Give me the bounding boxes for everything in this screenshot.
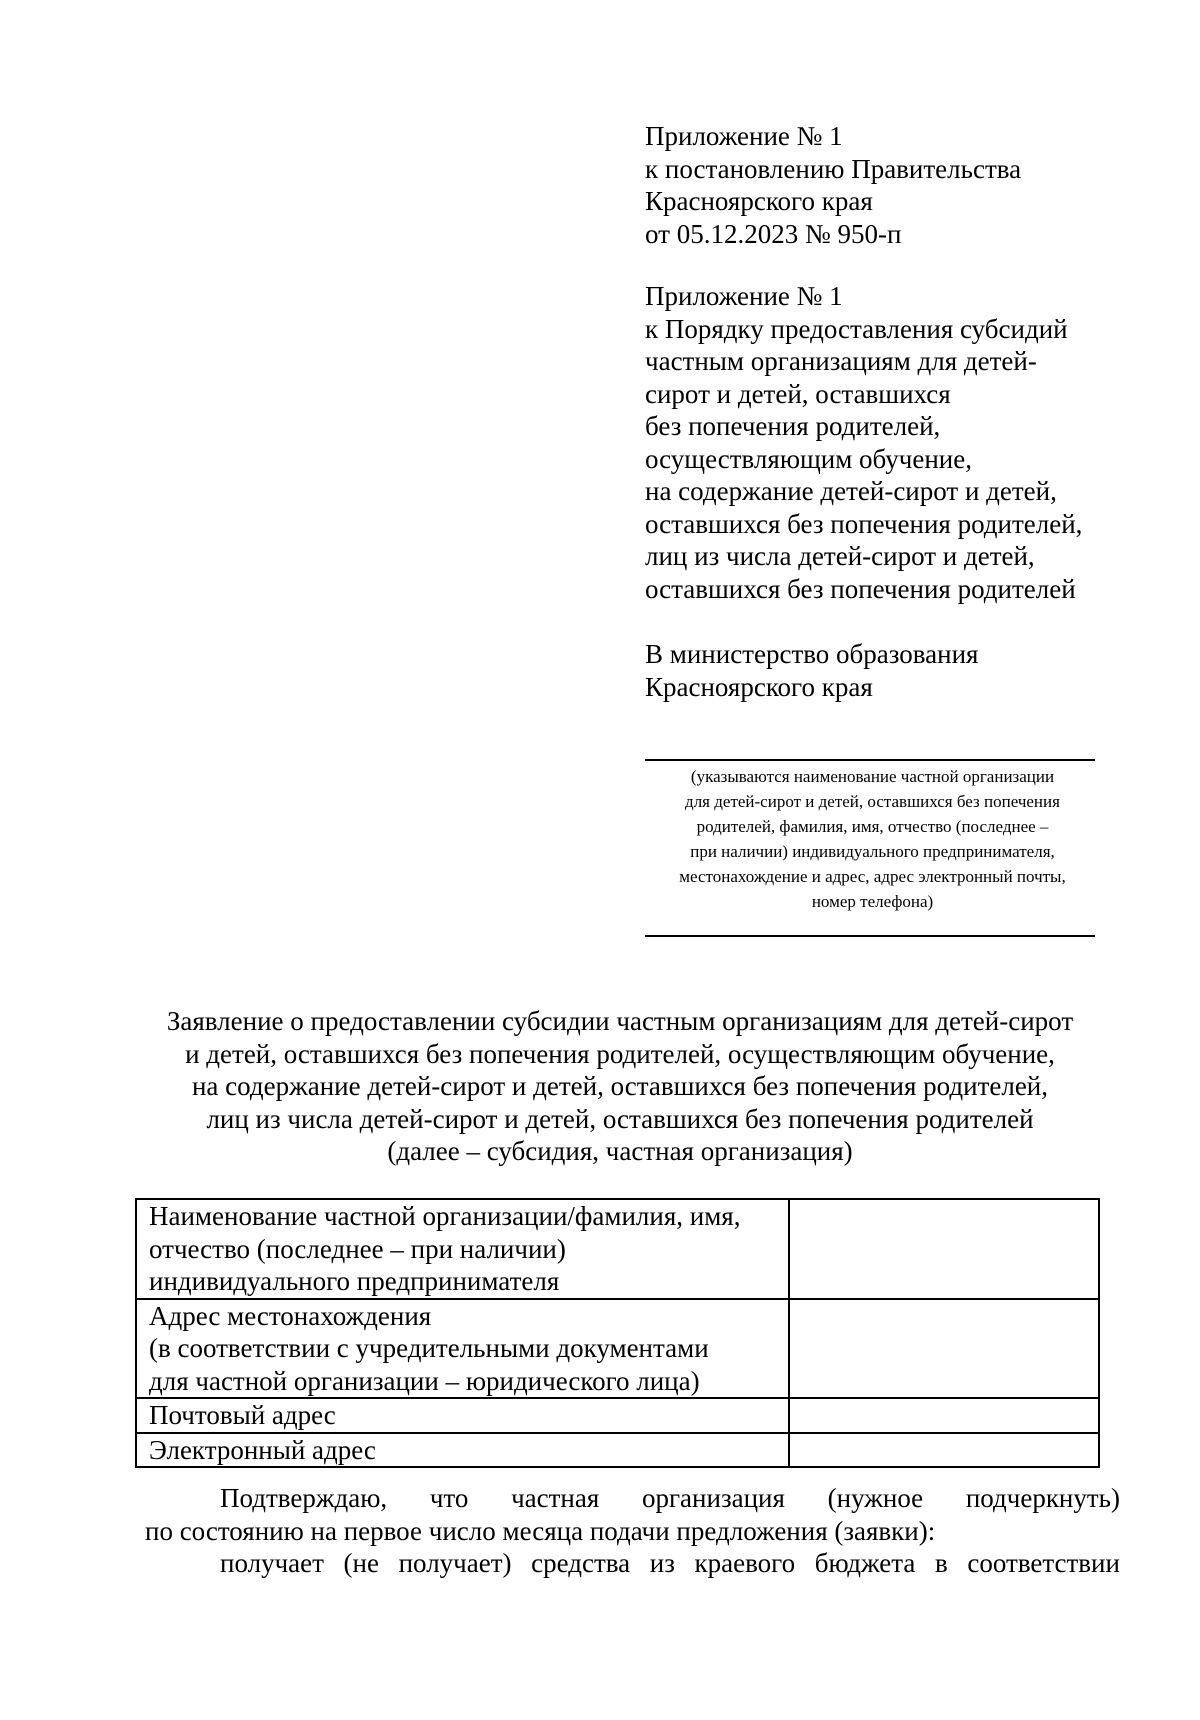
row-label-line: отчество (последнее – при наличии) bbox=[149, 1233, 566, 1264]
recipient-block bbox=[645, 638, 1145, 703]
word: получает bbox=[220, 1548, 324, 1578]
appendix-procedure-line: оставшихся без попечения родителей bbox=[645, 573, 1076, 604]
applicant-hint-line: родителей, фамилия, имя, отчество (последнее – bbox=[696, 817, 1049, 836]
appendix-order-line: Красноярского края bbox=[645, 186, 873, 216]
appendix-procedure-line: на содержание детей-сирот и детей, bbox=[645, 476, 1057, 506]
row-label-postal-address bbox=[136, 1398, 789, 1433]
word: из bbox=[649, 1548, 675, 1578]
title-line: Заявление о предоставлении субсидии частным организациям для детей-сирот bbox=[166, 1006, 1074, 1036]
applicant-hint bbox=[635, 764, 1110, 914]
appendix-procedure-line: частным организациям для детей- bbox=[645, 346, 1037, 376]
title-line: лиц из числа детей-сирот и детей, оставшихся без попечения родителей bbox=[206, 1103, 1034, 1134]
value-cell-address[interactable] bbox=[789, 1299, 1099, 1399]
confirmation-line-3 bbox=[145, 1547, 1120, 1580]
applicant-hint-line: номер телефона) bbox=[811, 892, 934, 911]
applicant-fill-line-2[interactable] bbox=[645, 935, 1095, 937]
title-line: и детей, оставшихся без попечения родителей, осуществляющим обучение, bbox=[185, 1038, 1055, 1069]
applicant-hint-line: при наличии) индивидуального предпринимателя, bbox=[690, 842, 1055, 861]
word: средства bbox=[531, 1548, 631, 1578]
applicant-fill-line[interactable] bbox=[645, 759, 1095, 761]
table-row bbox=[136, 1199, 1099, 1299]
row-label-address bbox=[136, 1299, 789, 1399]
appendix-order-line: от 05.12.2023 № 950-п bbox=[645, 218, 902, 249]
table-row bbox=[136, 1299, 1099, 1399]
appendix-procedure-line: осуществляющим обучение, bbox=[645, 443, 972, 474]
word: соответствии bbox=[967, 1548, 1120, 1578]
value-cell-postal-address[interactable] bbox=[789, 1398, 1099, 1433]
appendix-procedure-line: сирот и детей, оставшихся bbox=[645, 378, 951, 409]
row-label-line: Почтовый адрес bbox=[149, 1400, 336, 1430]
applicant-hint-line: (указываются наименование частной организации bbox=[690, 767, 1055, 786]
appendix-procedure-line: лиц из числа детей-сирот и детей, bbox=[645, 541, 1035, 571]
row-label-line: Адрес местонахождения bbox=[149, 1300, 432, 1331]
row-label-email bbox=[136, 1433, 789, 1468]
word: частная bbox=[511, 1483, 600, 1513]
word: (не bbox=[343, 1548, 379, 1578]
row-label-line: для частной организации – юридического лица) bbox=[149, 1365, 700, 1396]
value-cell-email[interactable] bbox=[789, 1433, 1099, 1468]
recipient-line: В министерство образования bbox=[645, 639, 979, 669]
appendix-order-line: Приложение № 1 bbox=[645, 121, 843, 151]
table-row bbox=[136, 1398, 1099, 1433]
appendix-procedure-line: оставшихся без попечения родителей, bbox=[645, 508, 1083, 539]
row-label-organization-name bbox=[136, 1199, 789, 1299]
applicant-hint-line: для детей-сирот и детей, оставшихся без попечения bbox=[685, 792, 1060, 811]
word: организация bbox=[641, 1483, 785, 1513]
word: бюджета bbox=[814, 1548, 916, 1578]
value-cell-organization-name[interactable] bbox=[789, 1199, 1099, 1299]
row-label-line: Электронный адрес bbox=[149, 1434, 376, 1465]
appendix-header-order bbox=[645, 120, 1145, 250]
row-label-line: Наименование частной организации/фамилия, имя, bbox=[149, 1201, 741, 1231]
row-label-line: (в соответствии с учредительными документами bbox=[149, 1333, 709, 1363]
appendix-procedure-line: без попечения родителей, bbox=[645, 411, 941, 441]
row-label-line: индивидуального предпринимателя bbox=[149, 1266, 560, 1296]
word: получает) bbox=[398, 1548, 512, 1578]
title-line: (далее – субсидия, частная организация) bbox=[387, 1136, 853, 1166]
confirmation-paragraph bbox=[145, 1482, 1120, 1580]
document-title bbox=[130, 1005, 1110, 1168]
word: краевого bbox=[694, 1548, 796, 1578]
applicant-hint-line: местонахождение и адрес, адрес электронный почты, bbox=[679, 867, 1066, 886]
word: (нужное bbox=[827, 1483, 924, 1513]
word: подчеркнуть) bbox=[965, 1483, 1120, 1513]
word: в bbox=[935, 1548, 948, 1578]
recipient-line: Красноярского края bbox=[645, 671, 873, 702]
word: что bbox=[429, 1483, 469, 1513]
word: Подтверждаю, bbox=[220, 1483, 388, 1513]
applicant-info-table bbox=[135, 1198, 1100, 1468]
appendix-procedure-line: к Порядку предоставления субсидий bbox=[645, 313, 1068, 344]
title-line: на содержание детей-сирот и детей, оставшихся без попечения родителей, bbox=[191, 1071, 1049, 1101]
confirmation-line-2: по состоянию на первое число месяца подачи предложения (заявки): bbox=[145, 1515, 936, 1546]
appendix-header-procedure bbox=[645, 280, 1145, 605]
appendix-order-line: к постановлению Правительства bbox=[645, 153, 1022, 184]
confirmation-line-1 bbox=[145, 1482, 1120, 1515]
table-row bbox=[136, 1433, 1099, 1468]
appendix-procedure-line: Приложение № 1 bbox=[645, 281, 843, 311]
